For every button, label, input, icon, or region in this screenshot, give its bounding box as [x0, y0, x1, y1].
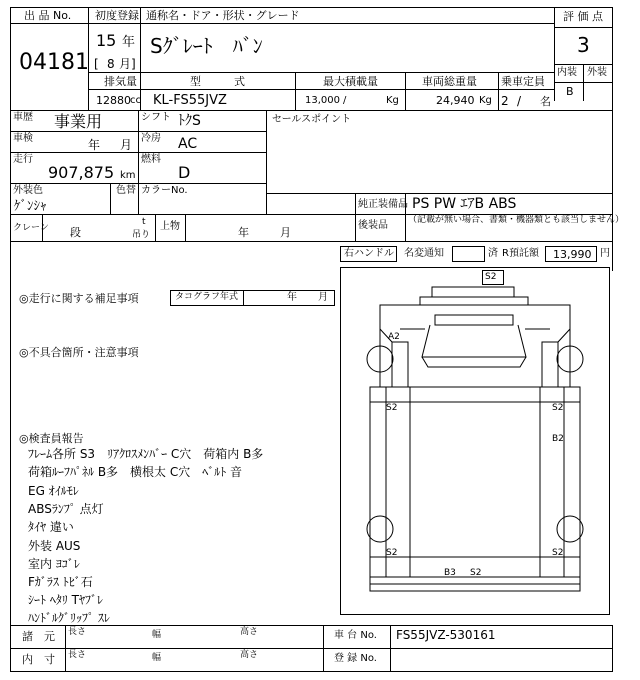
report-line: ｼｰﾄ ﾍﾀﾘ Tﾔﾌﾞﾚ — [28, 593, 103, 607]
upper-body-year-unit: 年 — [238, 226, 249, 239]
interior-grade: B — [566, 85, 574, 98]
damage-diagram — [340, 267, 610, 615]
name-change-notice-label: 名変通知 — [404, 248, 444, 259]
gross-weight-label: 車両総重量 — [422, 75, 477, 88]
truck-outline-icon — [340, 267, 610, 615]
registration-month: 8 — [107, 57, 115, 71]
history-value: 事業用 — [54, 112, 103, 131]
shift-value: ﾄｸS — [178, 113, 201, 129]
recycle-deposit-value: 13,990 — [553, 248, 592, 261]
length-label: 長さ — [68, 627, 87, 637]
damage-mark: S2 — [386, 548, 398, 558]
lot-no-label: 出 品 No. — [24, 9, 72, 22]
fuel-label: 燃料 — [141, 154, 161, 165]
overall-grade: 3 — [577, 33, 590, 57]
displacement-label: 排気量 — [104, 75, 137, 88]
exterior-color: ｹﾞﾝｼｬ — [14, 199, 47, 214]
capacity: 2 — [501, 94, 509, 108]
damage-mark: B3 — [444, 568, 456, 578]
inner-dimensions-label: 内 寸 — [22, 653, 55, 666]
report-line: 荷箱ﾙｰﾌﾊﾟﾈﾙ B多 横根太 C穴 ﾍﾞﾙﾄ 音 — [28, 465, 243, 479]
max-load-sep: / — [343, 95, 347, 106]
driving-remarks-label: ◎走行に関する補足事項 — [19, 292, 139, 305]
equipment-list: PS PW ｴｱB ABS — [412, 196, 517, 212]
defects-label: ◎不具合箇所・注意事項 — [19, 346, 139, 359]
capacity-unit: 名 — [540, 95, 551, 108]
mileage-label: 走行 — [13, 154, 33, 165]
model-label: 型 式 — [190, 75, 245, 88]
chassis-no-label: 車 台 No. — [334, 630, 377, 641]
color-code-label: カラーNo. — [141, 185, 188, 196]
height-label: 高さ — [240, 627, 259, 637]
report-line: ﾊﾝﾄﾞﾙｸﾞﾘｯﾌﾟ ｽﾚ — [28, 611, 110, 625]
max-load-unit: Kg — [386, 95, 399, 106]
max-load: 13,000 — [305, 95, 340, 106]
gross-weight: 24,940 — [436, 94, 475, 107]
report-line: ABSﾗﾝﾌﾟ 点灯 — [28, 502, 104, 516]
month-bracket: [ — [94, 57, 99, 71]
recycle-deposit-label: R預託額 — [502, 248, 539, 259]
inspection-month-unit: 月 — [120, 138, 133, 152]
ac-label: 冷房 — [141, 133, 161, 144]
recycle-unit: 円 — [600, 248, 610, 259]
mileage-unit: km — [120, 170, 136, 181]
damage-mark: S2 — [552, 403, 564, 413]
name-change-box — [452, 246, 485, 262]
inner-height-label: 高さ — [240, 650, 259, 660]
inner-width-label: 幅 — [152, 653, 162, 663]
displacement-unit: cc — [130, 95, 141, 106]
report-line: Fｶﾞﾗｽ ﾄﾋﾞ石 — [28, 575, 93, 589]
damage-mark: S2 — [386, 403, 398, 413]
report-line: ﾀｲﾔ 違い — [28, 520, 74, 534]
registration-year: 15 — [96, 31, 117, 50]
grade-label: 評 価 点 — [563, 10, 603, 23]
inspection-year-unit: 年 — [88, 138, 101, 152]
inspector-report-label: ◎検査員報告 — [19, 432, 84, 445]
damage-mark: B2 — [552, 434, 564, 444]
dimensions-label: 諸 元 — [22, 630, 55, 643]
recycle-paid-mark: 済 — [488, 248, 498, 259]
tachograph-label: タコグラフ年式 — [175, 292, 239, 302]
tachograph-year-unit: 年 — [287, 292, 297, 303]
width-label: 幅 — [152, 630, 162, 640]
fuel-value: D — [178, 163, 191, 182]
ac-value: AC — [178, 136, 198, 152]
damage-mark: A2 — [388, 332, 400, 342]
max-load-label: 最大積載量 — [323, 75, 378, 88]
crane-lift-label: 吊り — [132, 230, 151, 240]
damage-mark: S2 — [470, 568, 482, 578]
crane-label: クレーン — [13, 223, 49, 233]
month-unit: 月] — [119, 57, 136, 71]
upper-body-month-unit: 月 — [280, 226, 291, 239]
aftermarket-label: 後装品 — [358, 220, 388, 231]
chassis-no: FS55JVZ-530161 — [396, 628, 496, 642]
inspection-label: 車検 — [13, 133, 33, 144]
report-line: 室内 ﾖｺﾞﾚ — [28, 557, 80, 571]
capacity-label: 乗車定員 — [501, 75, 545, 88]
aftermarket-note: （記載が無い場合、書類・機器類とも該当しません） — [408, 215, 625, 225]
registration-no-label: 登 録 No. — [334, 653, 377, 664]
mileage-value: 907,875 — [48, 163, 115, 182]
model-code: KL-FS55JVZ — [153, 93, 227, 108]
equipment-label: 純正装備品 — [358, 199, 408, 210]
car-name: Sｸﾞﾚｰﾄ ﾊﾞﾝ — [150, 34, 263, 58]
lot-no: 04181 — [19, 50, 89, 75]
damage-mark: S2 — [552, 548, 564, 558]
report-line: 外装 AUS — [28, 539, 81, 553]
displacement: 12880 — [96, 94, 131, 107]
shift-label: シフト — [141, 112, 171, 123]
damage-mark: S2 — [485, 272, 497, 282]
exterior-color-label: 外装色 — [13, 185, 43, 196]
exterior-grade-label: 外装 — [587, 67, 607, 78]
gross-weight-unit: Kg — [479, 95, 492, 106]
interior-grade-label: 内装 — [557, 67, 577, 78]
upper-body-label: 上物 — [160, 221, 180, 232]
history-label: 車歴 — [13, 112, 33, 123]
sales-point-label: セールスポイント — [272, 114, 352, 125]
color-change-label: 色替 — [116, 185, 136, 196]
inner-length-label: 長さ — [68, 650, 87, 660]
first-registration-label: 初度登録 — [95, 9, 139, 22]
capacity-sep: / — [517, 94, 522, 108]
report-line: EG ｵｲﾙﾓﾚ — [28, 484, 79, 498]
tachograph-month-unit: 月 — [318, 292, 328, 303]
crane-stage-unit: 段 — [70, 226, 81, 239]
year-unit: 年 — [122, 35, 136, 50]
report-line: ﾌﾚｰﾑ各所 S3 ﾘｱｸﾛｽﾒﾝﾊﾞｰ C穴 荷箱内 B多 — [28, 447, 264, 461]
right-hand-drive: 右ハンドル — [344, 248, 394, 259]
crane-ton-unit: t — [142, 217, 146, 227]
car-name-label: 通称名・ドア・形状・グレード — [146, 9, 300, 22]
